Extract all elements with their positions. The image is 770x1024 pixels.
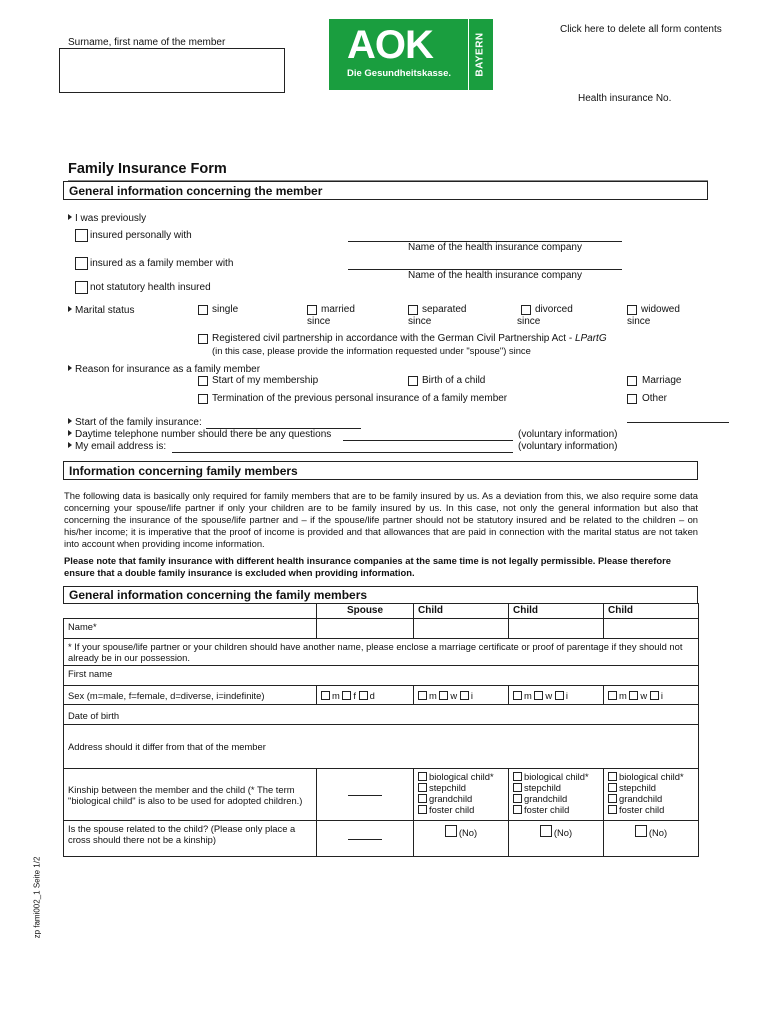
- no-kinship-checkbox[interactable]: [445, 825, 457, 837]
- sex-i-checkbox[interactable]: [460, 691, 469, 700]
- insurance-no-label: Health insurance No.: [578, 93, 672, 104]
- bullet-icon: [68, 430, 72, 436]
- spouse-related-cell: [317, 821, 414, 857]
- bullet-icon: [68, 365, 72, 371]
- foster-child-label: foster child: [619, 804, 665, 815]
- divorced-since-label: since: [517, 316, 541, 327]
- spouse-name-cell[interactable]: [317, 619, 414, 639]
- sex-d-checkbox[interactable]: [359, 691, 368, 700]
- section1-title: General information concerning the member: [69, 184, 323, 198]
- family-members-table: [63, 603, 699, 857]
- phone-voluntary-note: (voluntary information): [518, 429, 618, 440]
- insured-personally-checkbox[interactable]: [75, 229, 88, 242]
- child2-sex-cell: [509, 686, 604, 705]
- col-spouse: Spouse: [317, 604, 414, 619]
- first-name-label: First name: [64, 666, 699, 686]
- single-checkbox[interactable]: [198, 305, 208, 315]
- not-applicable-dash: [348, 795, 382, 796]
- start-insurance-label: Start of the family insurance:: [75, 417, 202, 428]
- marriage-label: Marriage: [642, 375, 682, 386]
- biological-child-checkbox[interactable]: [418, 772, 427, 781]
- grandchild-label: grandchild: [524, 793, 568, 804]
- separated-label: separated: [422, 304, 467, 315]
- foster-child-checkbox[interactable]: [608, 805, 617, 814]
- civil-partnership-note: (in this case, please provide the information requested under "spouse") since: [212, 345, 531, 356]
- table-title: General information concerning the family members: [69, 588, 368, 602]
- sex-w-label: w: [545, 690, 553, 701]
- insured-family-label: insured as a family member with: [90, 258, 234, 269]
- sex-w-checkbox[interactable]: [439, 691, 448, 700]
- member-name-field[interactable]: [59, 48, 285, 93]
- married-label: married: [321, 304, 355, 315]
- termination-label: Termination of the previous personal insurance of a family member: [212, 393, 508, 404]
- child3-related-cell: [604, 821, 699, 857]
- no-kinship-checkbox[interactable]: [540, 825, 552, 837]
- child3-name-cell[interactable]: [604, 619, 699, 639]
- foster-child-checkbox[interactable]: [513, 805, 522, 814]
- footer-code: zp fami002_1 Seite 1/2: [32, 856, 42, 939]
- warning-paragraph: Please note that family insurance with different health insurance companies at the same time is not legally permissible. Please therefore ensure that a double family insurance is excluded when providing information.: [64, 555, 671, 578]
- sex-i-label: i: [565, 690, 568, 701]
- previously-label: I was previously: [75, 213, 147, 224]
- grandchild-checkbox[interactable]: [418, 794, 427, 803]
- spouse-sex-cell: [317, 686, 414, 705]
- form-title: Family Insurance Form: [68, 161, 227, 177]
- sex-m-checkbox[interactable]: [513, 691, 522, 700]
- sex-m-checkbox[interactable]: [418, 691, 427, 700]
- sex-m-checkbox[interactable]: [321, 691, 330, 700]
- married-checkbox[interactable]: [307, 305, 317, 315]
- child1-related-cell: [414, 821, 509, 857]
- foster-child-label: foster child: [429, 804, 475, 815]
- child1-name-cell[interactable]: [414, 619, 509, 639]
- delete-form-link[interactable]: Click here to delete all form contents: [560, 24, 722, 35]
- sex-m-label: m: [524, 690, 532, 701]
- child3-kinship-cell: [604, 769, 699, 821]
- email-line[interactable]: [172, 452, 513, 453]
- grandchild-label: grandchild: [619, 793, 663, 804]
- marriage-checkbox[interactable]: [627, 376, 637, 386]
- sex-w-checkbox[interactable]: [534, 691, 543, 700]
- table-row-dob: [64, 705, 699, 725]
- widowed-since-label: since: [627, 316, 651, 327]
- not-statutory-label: not statutory health insured: [90, 282, 211, 293]
- table-row-sex: [64, 686, 699, 705]
- separated-checkbox[interactable]: [408, 305, 418, 315]
- child3-sex-cell: [604, 686, 699, 705]
- stepchild-checkbox[interactable]: [418, 783, 427, 792]
- divorced-label: divorced: [535, 304, 573, 315]
- logo-region: BAYERN: [474, 32, 486, 77]
- biological-child-label: biological child*: [429, 771, 494, 782]
- not-statutory-checkbox[interactable]: [75, 281, 88, 294]
- row-spouse-related-label: Is the spouse related to the child? (Please only place a cross should there not be a kinship): [64, 821, 317, 857]
- stepchild-label: stepchild: [524, 782, 562, 793]
- biological-child-label: biological child*: [524, 771, 589, 782]
- email-label: My email address is:: [75, 441, 167, 452]
- phone-line[interactable]: [343, 440, 513, 441]
- sex-i-checkbox[interactable]: [650, 691, 659, 700]
- table-row-name: [64, 619, 699, 639]
- table-head-row: [64, 604, 699, 619]
- dob-label: Date of birth: [64, 705, 699, 725]
- aok-logo: [329, 19, 493, 90]
- birth-child-label: Birth of a child: [422, 375, 486, 386]
- stepchild-checkbox[interactable]: [608, 783, 617, 792]
- sex-f-label: f: [353, 690, 357, 701]
- logo-divider: [468, 19, 469, 90]
- other-reason-line[interactable]: [627, 422, 729, 423]
- name-note: * If your spouse/life partner or your children should have another name, please enclose a marriage certificate or proof of parentage if they should not already be in our possession.: [64, 639, 699, 666]
- stepchild-label: stepchild: [429, 782, 467, 793]
- sex-w-label: w: [640, 690, 648, 701]
- sex-f-checkbox[interactable]: [342, 691, 351, 700]
- other-label: Other: [642, 393, 668, 404]
- reason-label: Reason for insurance as a family member: [75, 364, 261, 375]
- row-name-label: Name*: [64, 619, 317, 639]
- biological-child-label: biological child*: [619, 771, 684, 782]
- grandchild-checkbox[interactable]: [513, 794, 522, 803]
- civil-partnership-text: Registered civil partnership in accordance with the German Civil Partnership Act -: [212, 333, 575, 344]
- marital-label: Marital status: [75, 305, 135, 316]
- phone-label: Daytime telephone number should there be any questions: [75, 429, 332, 440]
- member-name-label: Surname, first name of the member: [68, 37, 226, 48]
- child2-related-cell: [509, 821, 604, 857]
- email-voluntary-note: (voluntary information): [518, 441, 618, 452]
- company2-caption: Name of the health insurance company: [408, 270, 582, 281]
- no-label: (No): [553, 827, 573, 838]
- sex-i-checkbox[interactable]: [555, 691, 564, 700]
- biological-child-checkbox[interactable]: [608, 772, 617, 781]
- single-label: single: [212, 304, 239, 315]
- logo-wordmark: AOK: [347, 23, 433, 67]
- table-row-spouse-related: [64, 821, 699, 857]
- insured-family-checkbox[interactable]: [75, 257, 88, 270]
- table-row-name-note: [64, 639, 699, 666]
- separated-since-label: since: [408, 316, 432, 327]
- head-blank: [64, 604, 317, 619]
- insured-personally-label: insured personally with: [90, 230, 192, 241]
- no-label: (No): [458, 827, 478, 838]
- sex-w-checkbox[interactable]: [629, 691, 638, 700]
- row-sex-label: Sex (m=male, f=female, d=diverse, i=indefinite): [64, 686, 317, 705]
- bullet-icon: [68, 214, 72, 220]
- stepchild-checkbox[interactable]: [513, 783, 522, 792]
- col-child-2: Child: [509, 604, 604, 619]
- not-applicable-dash: [348, 839, 382, 840]
- sex-i-label: i: [660, 690, 663, 701]
- child2-name-cell[interactable]: [509, 619, 604, 639]
- col-child-3: Child: [604, 604, 699, 619]
- birth-child-checkbox[interactable]: [408, 376, 418, 386]
- company1-caption: Name of the health insurance company: [408, 242, 582, 253]
- bullet-icon: [68, 306, 72, 312]
- no-kinship-checkbox[interactable]: [635, 825, 647, 837]
- civil-partnership-abbr: LPartG: [574, 333, 607, 344]
- spouse-kinship-cell: [317, 769, 414, 821]
- start-membership-label: Start of my membership: [212, 375, 319, 386]
- sex-m-label: m: [332, 690, 340, 701]
- start-membership-checkbox[interactable]: [198, 376, 208, 386]
- no-label: (No): [648, 827, 668, 838]
- sex-i-label: i: [470, 690, 473, 701]
- row-kinship-label: Kinship between the member and the child (* The term "biological child" is also to be used for adopted children.): [64, 769, 317, 821]
- table-row-address: [64, 725, 699, 769]
- termination-checkbox[interactable]: [198, 394, 208, 404]
- bullet-icon: [68, 418, 72, 424]
- child2-kinship-cell: [509, 769, 604, 821]
- bullet-icon: [68, 442, 72, 448]
- other-checkbox[interactable]: [627, 394, 637, 404]
- sex-d-label: d: [369, 690, 375, 701]
- divorced-checkbox[interactable]: [521, 305, 531, 315]
- grandchild-checkbox[interactable]: [608, 794, 617, 803]
- sex-w-label: w: [450, 690, 458, 701]
- col-child-1: Child: [414, 604, 509, 619]
- section2-title: Information concerning family members: [69, 464, 298, 478]
- info-paragraph: The following data is basically only required for family members that are to be family insured by us. As a deviation from this, we also require some data concerning your spouse/life partner if only your children are to be family insured by us. In this case, not only the general information but also that concerning the insurance of the spouse/life partner and – if the spouse/life partner should not be statutory insured and be related to the children – on his/her income; it is imperative that the proof of income is provided and that allowances that are paid in connection with the marital status are not taken into account when providing income information.: [64, 490, 698, 549]
- sex-m-checkbox[interactable]: [608, 691, 617, 700]
- stepchild-label: stepchild: [619, 782, 657, 793]
- sex-m-label: m: [619, 690, 627, 701]
- sex-m-label: m: [429, 690, 437, 701]
- table-row-first-name: [64, 666, 699, 686]
- civil-partnership-label: [212, 333, 607, 344]
- foster-child-label: foster child: [524, 804, 570, 815]
- logo-tagline: Die Gesundheitskasse.: [347, 68, 452, 79]
- widowed-checkbox[interactable]: [627, 305, 637, 315]
- foster-child-checkbox[interactable]: [418, 805, 427, 814]
- table-row-kinship: [64, 769, 699, 821]
- address-label: Address should it differ from that of the member: [64, 725, 699, 769]
- married-since-label: since: [307, 316, 331, 327]
- child1-sex-cell: [414, 686, 509, 705]
- biological-child-checkbox[interactable]: [513, 772, 522, 781]
- widowed-label: widowed: [641, 304, 680, 315]
- grandchild-label: grandchild: [429, 793, 473, 804]
- civil-partnership-checkbox[interactable]: [198, 334, 208, 344]
- child1-kinship-cell: [414, 769, 509, 821]
